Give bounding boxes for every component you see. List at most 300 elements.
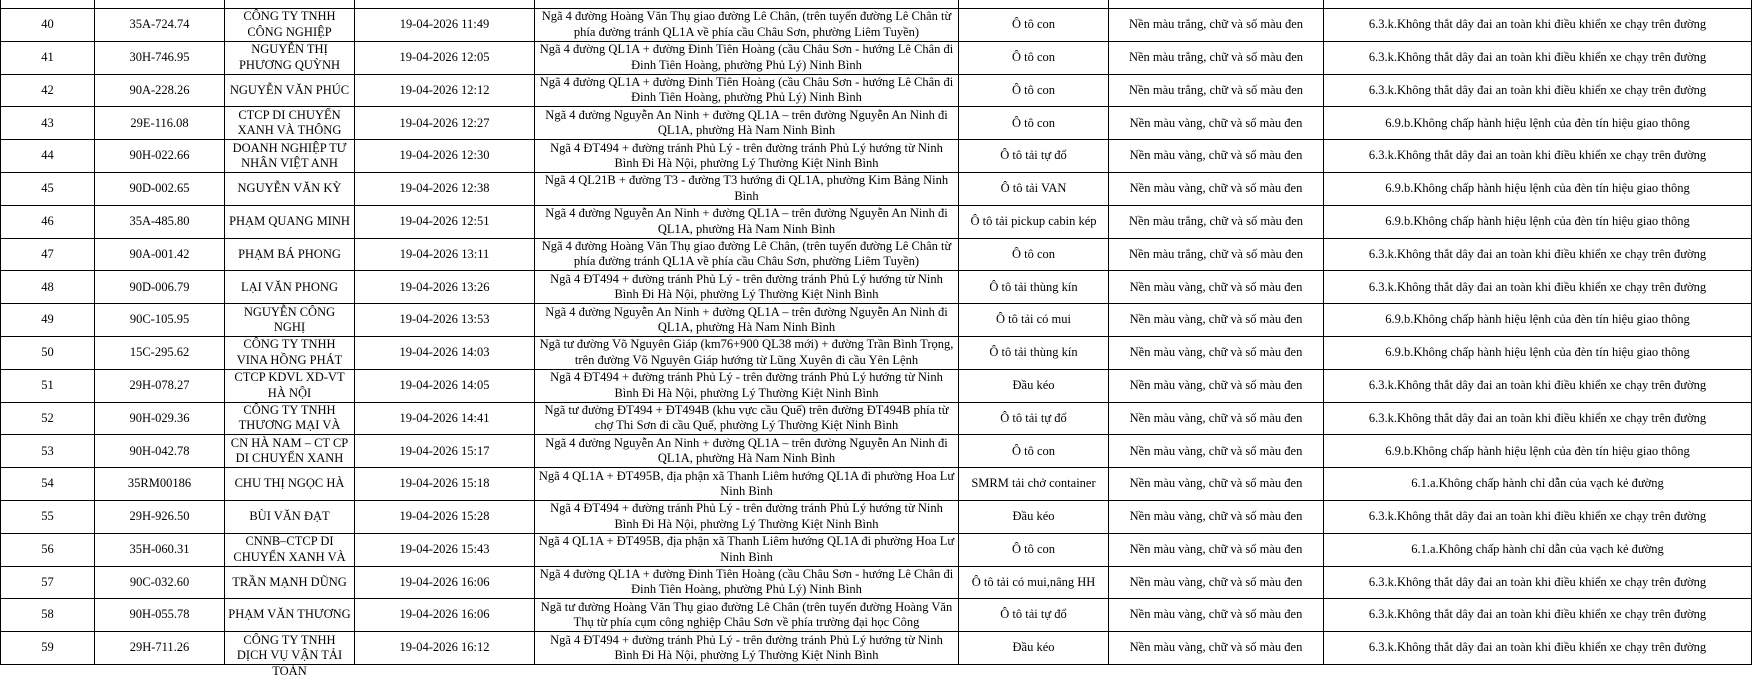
cell-time: [355, 238, 535, 271]
cell-location: [535, 74, 959, 107]
cell-owner: [225, 533, 355, 566]
cell-plate-color: [1109, 74, 1324, 107]
cell-time-text: 19-04-2026 12:05: [399, 49, 490, 64]
cell-vehicle: [959, 435, 1109, 468]
cell-location: [535, 435, 959, 468]
cell-owner-text: CTCP KDVL XD-VT HÀ NỘI: [234, 370, 345, 400]
cell-violation: [1324, 369, 1752, 402]
cell-violation-text: 6.3.k.Không thắt dây đai an toàn khi điều khiển xe chạy trên đường: [1368, 410, 1707, 425]
cell-plate: [95, 402, 225, 435]
cell-plate-text: 90H-042.78: [129, 443, 190, 458]
cell-vehicle: [959, 74, 1109, 107]
cell-owner-text: PHẠM QUANG MINH: [229, 213, 350, 228]
cell-vehicle: [959, 205, 1109, 238]
cell-plate-text: 35RM00186: [127, 476, 192, 491]
cell-plate-text: 90C-032.60: [129, 574, 190, 589]
cell-plate-color: [1109, 566, 1324, 599]
cell-location-text: Ngã 4 QL1A + ĐT495B, địa phận xã Thanh Liêm hướng QL1A đi phường Hoa Lư Ninh Bình: [538, 468, 955, 499]
cell-location: [535, 632, 959, 665]
cell-owner-text: NGUYỄN VĂN PHÚC: [229, 82, 350, 97]
cell-vehicle-text: Ô tô con: [1011, 82, 1056, 97]
cell-vehicle: [959, 107, 1109, 140]
cell-plate-color: [1109, 0, 1324, 9]
cell-stt-text: 47: [41, 246, 54, 261]
cell-owner: [225, 74, 355, 107]
cell-owner-text: CHU THỊ NGỌC HÀ: [234, 476, 345, 491]
cell-violation-text: 6.3.k.Không thắt dây đai an toàn khi điều khiển xe chạy trên đường: [1368, 82, 1707, 97]
cell-plate-text: 90A-228.26: [129, 82, 190, 97]
cell-vehicle-text: Ô tô tải thùng kín: [989, 345, 1078, 360]
cell-stt-text: 45: [41, 181, 54, 196]
cell-plate-color: [1109, 9, 1324, 42]
cell-stt-text: 53: [41, 443, 54, 458]
cell-location: [535, 500, 959, 533]
cell-vehicle: [959, 566, 1109, 599]
table-row: [1, 271, 1752, 304]
cell-stt: [1, 74, 95, 107]
cell-time-text: 19-04-2026 12:51: [399, 213, 490, 228]
cell-vehicle: [959, 304, 1109, 337]
cell-time: [355, 140, 535, 173]
cell-stt-text: 52: [41, 410, 54, 425]
cell-owner: [225, 271, 355, 304]
cell-time-text: 19-04-2026 16:12: [399, 640, 490, 655]
cell-plate-color-text: Nền màu vàng, chữ và số màu đen: [1129, 115, 1303, 130]
table-row: [1, 140, 1752, 173]
cell-vehicle-text: Ô tô con: [1011, 443, 1056, 458]
cell-location: [535, 41, 959, 74]
cell-plate-color-text: Nền màu vàng, chữ và số màu đen: [1129, 476, 1303, 491]
cell-plate-text: 35H-060.31: [129, 541, 190, 556]
cell-stt-text: 58: [41, 607, 54, 622]
cell-location-text: Ngã 4 đường QL1A + đường Đinh Tiên Hoàng (cầu Châu Sơn - hướng Lê Chân đi Đinh Tiên Hoàng, phường Phủ Lý) Ninh Bình: [539, 42, 954, 72]
cell-stt: [1, 304, 95, 337]
cell-plate: [95, 74, 225, 107]
cell-plate-color: [1109, 336, 1324, 369]
cell-violation: [1324, 336, 1752, 369]
cell-plate-color: [1109, 205, 1324, 238]
table-body: [1, 0, 1752, 678]
cell-plate: [95, 599, 225, 632]
cell-stt: [1, 9, 95, 42]
cell-time-text: 19-04-2026 16:06: [399, 574, 490, 589]
table-row: [1, 500, 1752, 533]
cell-plate-color: [1109, 632, 1324, 665]
cell-plate-color: [1109, 172, 1324, 205]
cell-time-text: 19-04-2026 12:12: [399, 82, 490, 97]
cell-owner-text: CN HÀ NAM – CT CP DI CHUYỂN XANH: [230, 435, 349, 466]
cell-time-text: 19-04-2026 11:49: [399, 17, 490, 32]
cell-owner: [225, 468, 355, 501]
cell-plate-color-text: Nền màu vàng, chữ và số màu đen: [1129, 607, 1303, 622]
cell-time-text: 19-04-2026 15:18: [399, 476, 490, 491]
cell-time: [355, 172, 535, 205]
cell-stt: [1, 402, 95, 435]
cell-time: [355, 468, 535, 501]
cell-owner-text: CÔNG TY TNHH VINA HỒNG PHÁT: [236, 337, 343, 367]
cell-plate-color-text: Nền màu vàng, chữ và số màu đen: [1129, 279, 1303, 294]
cell-owner-text: TRẦN MẠNH DŨNG: [232, 574, 347, 589]
cell-plate-text: 30H-746.95: [129, 49, 190, 64]
cell-stt: [1, 500, 95, 533]
table-row: [1, 41, 1752, 74]
cell-violation: [1324, 238, 1752, 271]
cell-time-text: 19-04-2026 16:06: [399, 607, 490, 622]
table-row: [1, 402, 1752, 435]
cell-violation: [1324, 271, 1752, 304]
cell-violation: [1324, 304, 1752, 337]
cell-violation-text: 6.3.k.Không thắt dây đai an toàn khi điều khiển xe chạy trên đường: [1368, 574, 1707, 589]
cell-stt-text: 48: [41, 279, 54, 294]
cell-stt: [1, 0, 95, 9]
cell-owner-text: LẠI VĂN PHONG: [241, 279, 338, 294]
table-row: [1, 107, 1752, 140]
cell-owner: [225, 435, 355, 468]
cell-plate-text: 29E-116.08: [130, 115, 189, 130]
cell-plate-text: 90D-006.79: [129, 279, 190, 294]
cell-vehicle: [959, 238, 1109, 271]
cell-location: [535, 369, 959, 402]
cell-vehicle: [959, 533, 1109, 566]
cell-time-text: 19-04-2026 12:30: [399, 148, 490, 163]
cell-vehicle: [959, 172, 1109, 205]
cell-time: [355, 533, 535, 566]
cell-plate-color-text: Nền màu vàng, chữ và số màu đen: [1129, 345, 1303, 360]
cell-plate-text: 15C-295.62: [129, 345, 190, 360]
cell-owner-text: BÙI VĂN ĐẠT: [249, 509, 330, 524]
cell-vehicle-text: Ô tô tải tự đổ: [1000, 148, 1067, 163]
cell-owner-text: DOANH NGHIỆP TƯ NHÂN VIỆT ANH: [232, 140, 347, 171]
cell-location: [535, 140, 959, 173]
cell-vehicle: [959, 402, 1109, 435]
cell-owner: [225, 369, 355, 402]
cell-location-text: Ngã tư đường Hoàng Văn Thụ giao đường Lê Chân (trên tuyến đường Hoàng Văn Thụ từ phía cụm công nghiệp Châu Sơn về phía trường đại học Công: [540, 599, 953, 630]
cell-owner: [225, 402, 355, 435]
cell-stt: [1, 632, 95, 665]
cell-location: [535, 468, 959, 501]
cell-plate-text: 35A-485.80: [129, 213, 190, 228]
cell-plate: [95, 336, 225, 369]
cell-vehicle: [959, 599, 1109, 632]
cell-plate: [95, 41, 225, 74]
cell-stt: [1, 533, 95, 566]
cell-violation: [1324, 205, 1752, 238]
cell-time-text: 19-04-2026 15:17: [399, 443, 490, 458]
cell-location-text: Ngã 4 đường Nguyễn An Ninh + đường QL1A – trên đường Nguyễn An Ninh đi QL1A, phường Hà Nam Ninh Bình: [545, 107, 948, 138]
cell-plate-text: 90H-029.36: [129, 410, 190, 425]
cell-stt-text: 41: [41, 49, 54, 64]
cell-violation: [1324, 566, 1752, 599]
cell-vehicle: [959, 632, 1109, 665]
cell-location: [535, 238, 959, 271]
cell-violation: [1324, 172, 1752, 205]
cell-vehicle-text: Ô tô tải tự đổ: [1000, 410, 1067, 425]
cell-owner: [225, 304, 355, 337]
cell-time: [355, 336, 535, 369]
cell-location-text: Ngã 4 đường Nguyễn An Ninh + đường QL1A – trên đường Nguyễn An Ninh đi QL1A, phường Hà Nam Ninh Bình: [545, 206, 948, 236]
cell-plate-color: [1109, 304, 1324, 337]
cell-location: [535, 205, 959, 238]
cell-stt-text: 49: [41, 312, 54, 327]
cell-violation-text: 6.3.k.Không thắt dây đai an toàn khi điều khiển xe chạy trên đường: [1368, 509, 1707, 524]
cell-vehicle: [959, 41, 1109, 74]
cell-location: [535, 533, 959, 566]
cell-violation-text: 6.9.b.Không chấp hành hiệu lệnh của đèn tín hiệu giao thông: [1385, 213, 1690, 228]
cell-owner: [225, 9, 355, 42]
cell-plate: [95, 9, 225, 42]
cell-plate-color-text: Nền màu trắng, chữ và số màu đen: [1128, 213, 1304, 228]
cell-location-text: Ngã 4 đường QL1A + đường Đinh Tiên Hoàng (cầu Châu Sơn - hướng Lê Chân đi Đinh Tiên Hoàng, phường Phủ Lý) Ninh Bình: [539, 74, 954, 105]
cell-time-text: 19-04-2026 14:05: [399, 377, 490, 392]
cell-location-text: Ngã 4 ĐT494 + đường tránh Phủ Lý - trên đường tránh Phủ Lý hướng từ Ninh Bình Đi Hà Nội, phường Lý Thường Kiệt Ninh Bình: [550, 501, 943, 531]
cell-plate-color: [1109, 402, 1324, 435]
cell-stt: [1, 271, 95, 304]
cell-plate-text: 90C-105.95: [129, 312, 190, 327]
cell-vehicle-text: Ô tô tải có mui,nâng HH: [971, 574, 1096, 589]
cell-time-text: 19-04-2026 14:03: [399, 345, 490, 360]
cell-vehicle-text: Ô tô con: [1011, 17, 1056, 32]
cell-plate: [95, 533, 225, 566]
table-row: [1, 74, 1752, 107]
cell-location: [535, 271, 959, 304]
cell-stt: [1, 238, 95, 271]
cell-plate-color: [1109, 107, 1324, 140]
cell-vehicle: [959, 468, 1109, 501]
cell-plate: [95, 238, 225, 271]
cell-owner: [225, 107, 355, 140]
cell-plate-color-text: Nền màu trắng, chữ và số màu đen: [1128, 49, 1304, 64]
cell-time-text: 19-04-2026 12:27: [399, 115, 490, 130]
cell-vehicle-text: SMRM tải chở container: [971, 476, 1096, 491]
cell-violation: [1324, 74, 1752, 107]
table-row: [1, 9, 1752, 42]
cell-violation: [1324, 402, 1752, 435]
cell-time-text: 19-04-2026 13:26: [399, 279, 490, 294]
cell-plate-color-text: Nền màu vàng, chữ và số màu đen: [1129, 574, 1303, 589]
cell-plate: [95, 205, 225, 238]
cell-stt: [1, 172, 95, 205]
cell-stt-text: 42: [41, 82, 54, 97]
cell-owner: [225, 500, 355, 533]
cell-vehicle-text: Ô tô tải pickup cabin kép: [970, 213, 1097, 228]
cell-violation: [1324, 140, 1752, 173]
cell-plate-color: [1109, 468, 1324, 501]
cell-owner-text: CÔNG TY TNHH CÔNG NGHIỆP: [243, 9, 336, 39]
cell-time-text: 19-04-2026 12:38: [399, 181, 490, 196]
cell-vehicle: [959, 369, 1109, 402]
cell-time-text: 19-04-2026 13:53: [399, 312, 490, 327]
cell-location-text: Ngã 4 đường Hoàng Văn Thụ giao đường Lê Chân, (trên tuyến đường Lê Chân từ phía đường tránh QL1A về phía cầu Châu Sơn, phường Liêm Tuyền): [541, 238, 952, 269]
cell-time: [355, 304, 535, 337]
table-row: [1, 599, 1752, 632]
cell-violation-text: 6.1.a.Không chấp hành chỉ dẫn của vạch kẻ đường: [1411, 476, 1664, 491]
cell-stt: [1, 107, 95, 140]
cell-owner: [225, 0, 355, 9]
cell-violation: [1324, 107, 1752, 140]
cell-stt-text: 56: [41, 541, 54, 556]
cell-stt-text: 57: [41, 574, 54, 589]
cell-plate: [95, 0, 225, 9]
cell-plate-color: [1109, 238, 1324, 271]
cell-plate-text: 29H-926.50: [129, 509, 190, 524]
cell-plate: [95, 500, 225, 533]
table-row: [1, 566, 1752, 599]
cell-location: [535, 304, 959, 337]
table-row: [1, 205, 1752, 238]
cell-location-text: Ngã 4 ĐT494 + đường tránh Phủ Lý - trên đường tránh Phủ Lý hướng từ Ninh Bình Đi Hà Nội, phường Lý Thường Kiệt Ninh Bình: [550, 370, 943, 400]
cell-time: [355, 205, 535, 238]
cell-plate-text: 90H-055.78: [129, 607, 190, 622]
cell-stt-text: 46: [41, 213, 54, 228]
cell-stt-text: 50: [41, 345, 54, 360]
cell-time: [355, 9, 535, 42]
cell-plate-color-text: Nền màu vàng, chữ và số màu đen: [1129, 443, 1303, 458]
cell-time: [355, 402, 535, 435]
cell-owner-text: CÔNG TY TNHH THƯƠNG MẠI VÀ: [238, 402, 341, 433]
cell-location: [535, 9, 959, 42]
cell-plate: [95, 369, 225, 402]
cell-violation: [1324, 0, 1752, 9]
table-row-partial: [1, 0, 1752, 9]
table-row: [1, 369, 1752, 402]
cell-violation: [1324, 41, 1752, 74]
cell-location-text: Ngã 4 đường Nguyễn An Ninh + đường QL1A – trên đường Nguyễn An Ninh đi QL1A, phường Hà Nam Ninh Bình: [545, 435, 948, 466]
cell-stt-text: 54: [41, 476, 54, 491]
cell-plate-color-text: Nền màu trắng, chữ và số màu đen: [1128, 246, 1304, 261]
table-row: [1, 238, 1752, 271]
cell-stt-text: 40: [41, 17, 54, 32]
cell-owner: [225, 172, 355, 205]
cell-violation-text: 6.3.k.Không thắt dây đai an toàn khi điều khiển xe chạy trên đường: [1368, 17, 1707, 32]
cell-plate-text: 90H-022.66: [129, 148, 190, 163]
cell-time: [355, 435, 535, 468]
cell-owner-text: CTCP DI CHUYỂN XANH VÀ THÔNG: [237, 107, 342, 138]
cell-plate-color-text: Nền màu vàng, chữ và số màu đen: [1129, 509, 1303, 524]
cell-violation-text: 6.9.b.Không chấp hành hiệu lệnh của đèn tín hiệu giao thông: [1385, 312, 1690, 327]
cell-owner: [225, 205, 355, 238]
cell-time: [355, 566, 535, 599]
cell-time: [355, 632, 535, 665]
cell-violation-text: 6.3.k.Không thắt dây đai an toàn khi điều khiển xe chạy trên đường: [1368, 640, 1707, 655]
cell-plate: [95, 632, 225, 665]
cell-violation: [1324, 500, 1752, 533]
cell-plate: [95, 140, 225, 173]
cell-plate-text: 90D-002.65: [129, 181, 190, 196]
cell-location-text: Ngã tư đường Võ Nguyên Giáp (km76+900 QL38 mới) + đường Trần Bình Trọng, trên đường Võ Nguyên Giáp hướng từ Lũng Xuyên đi cầu Yên Lệnh: [539, 337, 954, 367]
cell-plate-text: 90A-001.42: [129, 246, 190, 261]
cell-stt: [1, 336, 95, 369]
cell-violation-text: 6.3.k.Không thắt dây đai an toàn khi điều khiển xe chạy trên đường: [1368, 148, 1707, 163]
cell-violation: [1324, 632, 1752, 665]
cell-location: [535, 566, 959, 599]
cell-location-text: Ngã 4 đường QL1A + đường Đinh Tiên Hoàng (cầu Châu Sơn - hướng Lê Chân đi Đinh Tiên Hoàng, phường Phủ Lý) Ninh Bình: [539, 566, 954, 597]
cell-plate-color-text: Nền màu vàng, chữ và số màu đen: [1129, 410, 1303, 425]
cell-violation-text: 6.3.k.Không thắt dây đai an toàn khi điều khiển xe chạy trên đường: [1368, 279, 1707, 294]
cell-plate: [95, 566, 225, 599]
cell-time: [355, 74, 535, 107]
cell-time: [355, 599, 535, 632]
cell-owner: [225, 41, 355, 74]
table-row: [1, 468, 1752, 501]
cell-time-text: 19-04-2026 15:43: [399, 541, 490, 556]
cell-violation-text: 6.9.b.Không chấp hành hiệu lệnh của đèn tín hiệu giao thông: [1385, 181, 1690, 196]
cell-plate-color-text: Nền màu vàng, chữ và số màu đen: [1129, 148, 1303, 163]
cell-plate: [95, 468, 225, 501]
cell-time: [355, 369, 535, 402]
cell-stt: [1, 41, 95, 74]
cell-location: [535, 0, 959, 9]
cell-violation-text: 6.3.k.Không thắt dây đai an toàn khi điều khiển xe chạy trên đường: [1368, 377, 1707, 392]
cell-owner-text: NGUYỄN THỊ PHƯƠNG QUỲNH: [238, 42, 341, 72]
cell-time: [355, 41, 535, 74]
cell-violation-text: 6.9.b.Không chấp hành hiệu lệnh của đèn tín hiệu giao thông: [1385, 345, 1690, 360]
cell-stt: [1, 468, 95, 501]
cell-plate-color-text: Nền màu vàng, chữ và số màu đen: [1129, 377, 1303, 392]
cell-violation: [1324, 599, 1752, 632]
cell-vehicle-text: Đầu kéo: [1012, 509, 1055, 524]
cell-plate-color-text: Nền màu trắng, chữ và số màu đen: [1128, 17, 1304, 32]
cell-stt: [1, 435, 95, 468]
cell-vehicle-text: Đầu kéo: [1012, 640, 1055, 655]
cell-location: [535, 172, 959, 205]
cell-owner-text: NGUYỄN CÔNG NGHỊ: [243, 304, 336, 335]
cell-owner-text: CÔNG TY TNHH DỊCH VỤ VẬN TẢI TOÀN: [236, 632, 343, 678]
cell-stt: [1, 140, 95, 173]
cell-violation-text: 6.9.b.Không chấp hành hiệu lệnh của đèn tín hiệu giao thông: [1385, 115, 1690, 130]
cell-location: [535, 599, 959, 632]
cell-plate-color: [1109, 271, 1324, 304]
cell-location-text: Ngã 4 đường Hoàng Văn Thụ giao đường Lê Chân, (trên tuyến đường Lê Chân từ phía đường tránh QL1A về phía cầu Châu Sơn, phường Liêm Tuyền): [541, 9, 952, 39]
table-row: [1, 632, 1752, 665]
cell-owner-text: NGUYỄN VĂN KỲ: [237, 181, 342, 196]
cell-owner: [225, 238, 355, 271]
cell-violation: [1324, 533, 1752, 566]
cell-vehicle-text: Ô tô tải thùng kín: [989, 279, 1078, 294]
cell-plate-color: [1109, 41, 1324, 74]
cell-violation-text: 6.1.a.Không chấp hành chỉ dẫn của vạch kẻ đường: [1411, 541, 1664, 556]
cell-vehicle-text: Ô tô tải VAN: [1000, 181, 1067, 196]
cell-owner-text: PHẠM BÁ PHONG: [238, 246, 341, 261]
table-row: [1, 533, 1752, 566]
cell-location-text: Ngã 4 ĐT494 + đường tránh Phủ Lý - trên đường tránh Phủ Lý hướng từ Ninh Bình Đi Hà Nội, phường Lý Thường Kiệt Ninh Bình: [550, 271, 943, 302]
cell-plate-color: [1109, 140, 1324, 173]
cell-location-text: Ngã 4 QL1A + ĐT495B, địa phận xã Thanh Liêm hướng QL1A đi phường Hoa Lư Ninh Bình: [538, 534, 955, 564]
cell-plate-color: [1109, 500, 1324, 533]
cell-stt-text: 43: [41, 115, 54, 130]
cell-violation-text: 6.3.k.Không thắt dây đai an toàn khi điều khiển xe chạy trên đường: [1368, 607, 1707, 622]
cell-plate-text: 35A-724.74: [129, 17, 190, 32]
cell-vehicle-text: Đầu kéo: [1012, 377, 1055, 392]
cell-vehicle-text: Ô tô tải tự đổ: [1000, 607, 1067, 622]
cell-plate-color: [1109, 533, 1324, 566]
cell-location-text: Ngã 4 ĐT494 + đường tránh Phủ Lý - trên đường tránh Phủ Lý hướng từ Ninh Bình Đi Hà Nội, phường Lý Thường Kiệt Ninh Bình: [550, 632, 943, 663]
cell-plate-color: [1109, 599, 1324, 632]
cell-plate-color-text: Nền màu trắng, chữ và số màu đen: [1128, 82, 1304, 97]
cell-location-text: Ngã 4 đường Nguyễn An Ninh + đường QL1A – trên đường Nguyễn An Ninh đi QL1A, phường Hà Nam Ninh Bình: [545, 304, 948, 335]
cell-location: [535, 402, 959, 435]
cell-owner-text: PHẠM VĂN THƯƠNG: [228, 607, 351, 622]
table-row: [1, 304, 1752, 337]
cell-location-text: Ngã 4 ĐT494 + đường tránh Phủ Lý - trên đường tránh Phủ Lý hướng từ Ninh Bình Đi Hà Nội, phường Lý Thường Kiệt Ninh Bình: [550, 140, 943, 171]
cell-stt: [1, 205, 95, 238]
cell-time-text: 19-04-2026 15:28: [399, 509, 490, 524]
cell-vehicle-text: Ô tô con: [1011, 541, 1056, 556]
cell-plate-color-text: Nền màu vàng, chữ và số màu đen: [1129, 541, 1303, 556]
table-row: [1, 435, 1752, 468]
cell-plate-color-text: Nền màu vàng, chữ và số màu đen: [1129, 640, 1303, 655]
cell-plate: [95, 304, 225, 337]
cell-vehicle-text: Ô tô con: [1011, 49, 1056, 64]
